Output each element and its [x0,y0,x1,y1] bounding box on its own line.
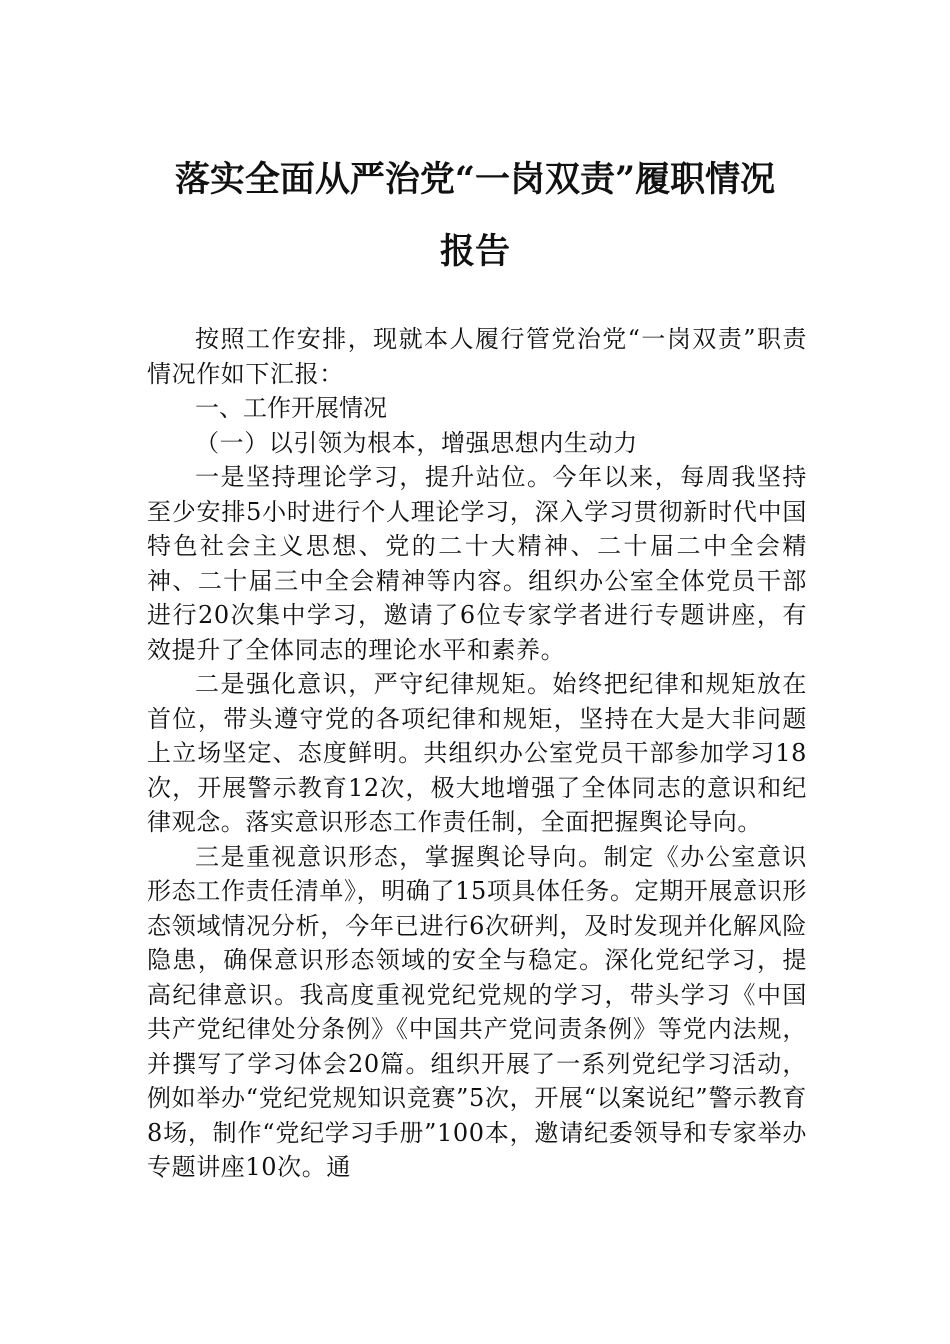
document-title-line1: 落实全面从严治党“一岗双责”履职情况 [174,159,776,200]
intro-paragraph: 按照工作安排，现就本人履行管党治党“一岗双责”职责情况作如下汇报： [147,325,807,388]
document-title-line2: 报告 [439,231,510,272]
section-heading: 一、工作开展情况 [195,394,387,422]
paragraph-3: 三是重视意识形态，掌握舆论导向。制定《办公室意识形态工作责任清单》，明确了15项具体任务。定期开展意识形态领域情况分析，今年已进行6次研判，及时发现并化解风险隐患，确保意识形态领域的安全与稳定。深化党纪学习，提高纪律意识。我高度重视党纪党规的学习，带头学习《中国共产党纪律处分条例》《中国共产党问责条例》等党内法规，并撰写了学习体会20篇。组织开展了一系列党纪学习活动，例如举办“党纪党规知识竞赛”5次，开展“以案说纪”警示教育8场，制作“党纪学习手册”100本，邀请纪委领导和专家举办专题讲座10次。通 [147,842,807,1181]
subsection-heading: （一）以引领为根本，增强思想内生动力 [195,428,638,457]
paragraph-1: 一是坚持理论学习，提升站位。今年以来，每周我坚持至少安排5小时进行个人理论学习，深入学习贯彻新时代中国特色社会主义思想、党的二十大精神、二十届二中全会精神、二十届三中全会精神等内容。组织办公室全体党员干部进行20次集中学习，邀请了6位专家学者进行专题讲座，有效提升了全体同志的理论水平和素养。 [147,463,807,664]
document-body [147,322,807,1185]
paragraph-2: 二是强化意识，严守纪律规矩。始终把纪律和规矩放在首位，带头遵守党的各项纪律和规矩，坚持在大是大非问题上立场坚定、态度鲜明。共组织办公室党员干部参加学习18次，开展警示教育12次，极大地增强了全体同志的意识和纪律观念。落实意识形态工作责任制，全面把握舆论导向。 [147,670,807,836]
